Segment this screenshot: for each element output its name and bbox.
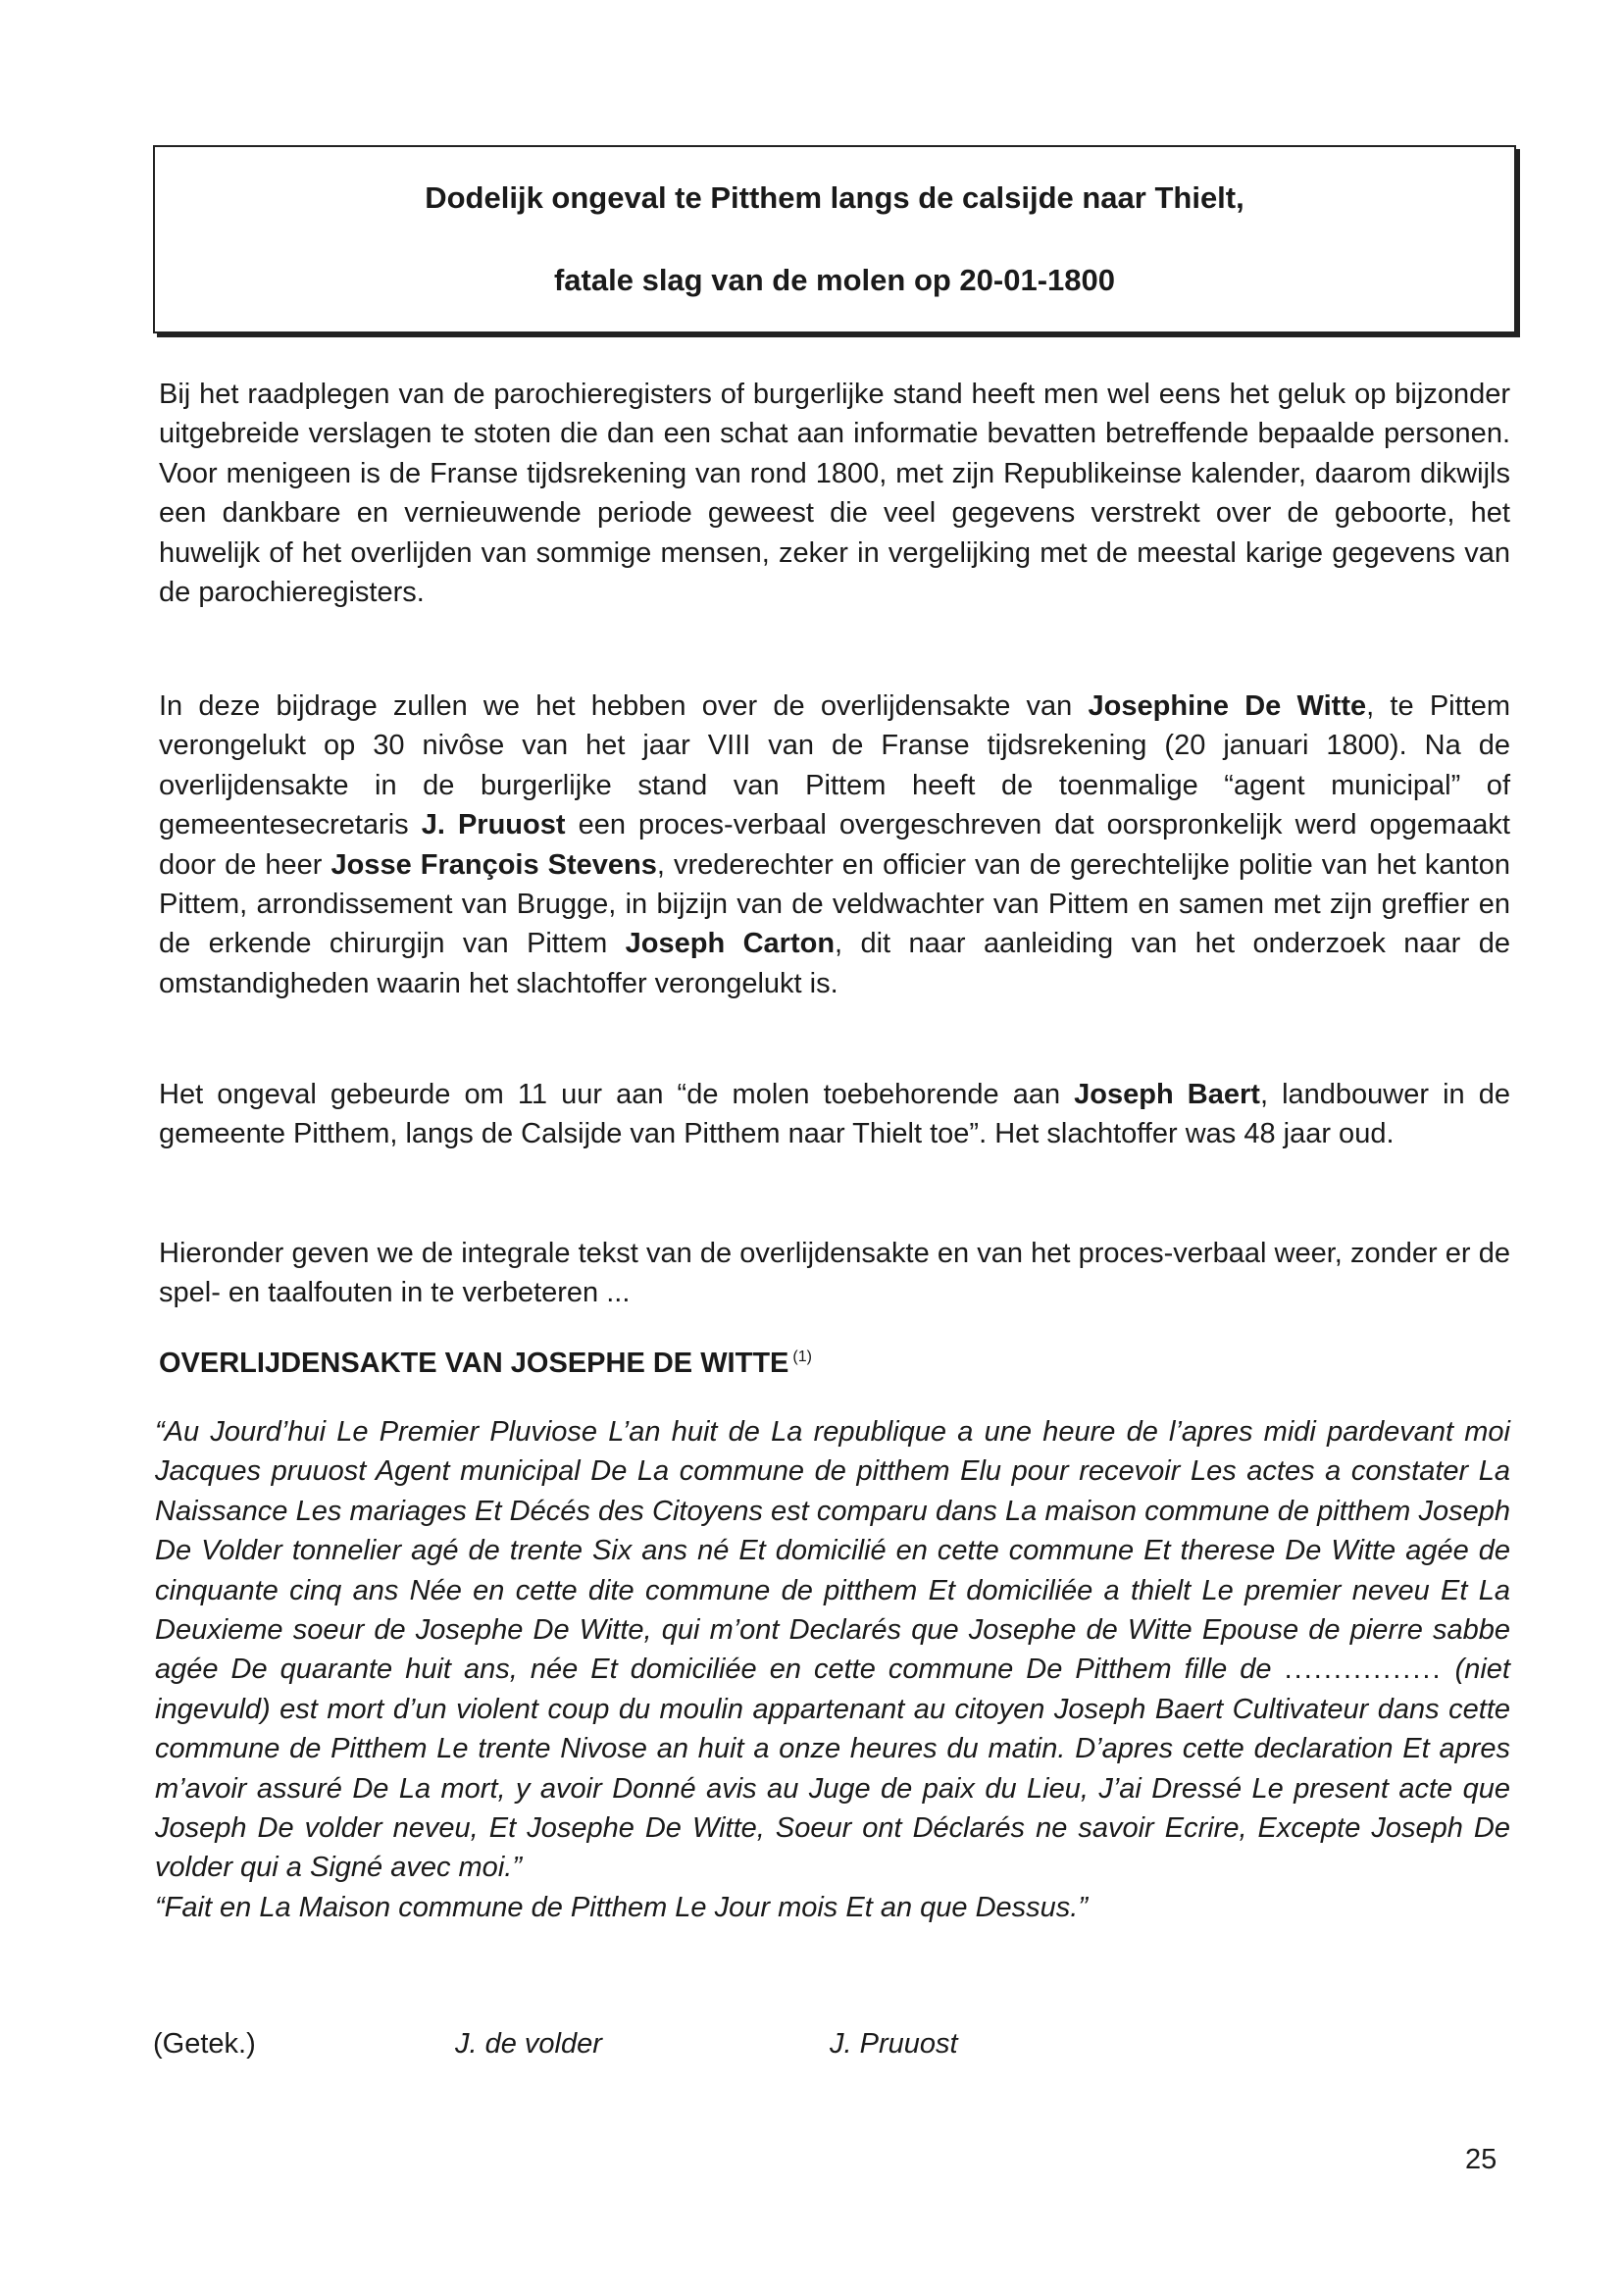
title-box [153,145,1516,333]
section-heading-text: OVERLIJDENSAKTE VAN JOSEPHE DE WITTE [159,1348,789,1379]
name-josephine-de-witte: Josephine De Witte [1088,690,1367,722]
death-certificate-quote [155,1412,1510,1927]
quote-text-1: “Au Jourd’hui Le Premier Pluviose L’an huit de La republique a une heure de l’apres midi pardevant moi Jacques pruuost Agent municipal De La commune de pitthem Elu pour recevoir Les actes a constater La Naissance Les mariages Et Décés des Citoyens est comparu dans La maison commune de pitthem Joseph De Volder tonnelier agé de trente Six ans né Et domicilié en cette commune Et therese De Witte agée de cinquante cinq ans Née en cette dite commune de pitthem Et domiciliée a thielt Le premier neveu Et La Deuxieme soeur de Josephe De Witte, qui m’ont Declarés que Josephe de Witte Epouse de pierre sabbe agée De quarante huit ans, née Et domiciliée en cette commune De Pitthem fille de [155,1416,1510,1686]
title-line-2: fatale slag van de molen op 20-01-1800 [553,263,1116,297]
paragraph-subject-text-2: , te Pittem verongelukt op 30 nivôse van het jaar VIII van de Franse tijdsrekening (20 januari 1800). Na de overlijdensakte in de burgerlijke stand van Pittem heeft de toenmalige “agent municipal” of gemeentesecretaris [159,690,1511,841]
paragraph-accident [159,1075,1510,1154]
name-joseph-baert: Joseph Baert [1074,1079,1260,1110]
paragraph-accident-text-2: , landbouwer in de gemeente Pitthem, langs de Calsijde van Pitthem naar Thielt toe”. Het slachtoffer was 48 jaar oud. [159,1079,1511,1150]
paragraph-transcript-note: Hieronder geven we de integrale tekst van de overlijdensakte en van het proces-verbaal weer, zonder er de spel- en taalfouten in te verbeteren ... [159,1238,1510,1309]
footnote-marker: (1) [792,1349,812,1366]
paragraph-accident-text-1: Het ongeval gebeurde om 11 uur aan “de molen toebehorende aan [159,1079,1075,1110]
signature-pruuost: J. Pruuost [830,2028,958,2060]
quote-body [155,1412,1510,1888]
quote-closing: “Fait en La Maison commune de Pitthem Le Jour mois Et an que Dessus.” [155,1891,1088,1923]
paragraph-subject-text-4: , vrederechter en officier van de gerechtelijke politie van het kanton Pittem, arrondissement van Brugge, in bijzijn van de veldwachter van Pittem en samen met zijn greffier en de erkende chirurgijn van Pittem [159,848,1510,960]
page-number: 25 [1465,2144,1497,2175]
signature-de-volder: J. de volder [455,2028,602,2060]
paragraph-subject-text-3: een proces-verbaal overgeschreven dat oorspronkelijk werd opgemaakt door de heer [159,809,1510,881]
paragraph-subject-text-5: , dit naar aanleiding van het onderzoek naar de omstandigheden waarin het slachtoffer verongelukt is. [159,928,1510,999]
name-joseph-carton: Joseph Carton [625,928,836,960]
title-line-1: Dodelijk ongeval te Pitthem langs de calsijde naar Thielt, [425,180,1244,215]
quote-blank-dots: ................ [1284,1654,1443,1686]
name-josse-francois-stevens: Josse François Stevens [330,848,657,881]
section-heading [159,1348,812,1380]
paragraph-subject-text-1: In deze bijdrage zullen we het hebben over de overlijdensakte van [159,690,1089,722]
quote-text-2: (niet ingevuld) est mort d’un violent coup du moulin appartenant au citoyen Joseph Baert Cultivateur dans cette commune de Pitthem Le trente Nivose an huit a onze heures du matin. D’apres cette declaration Et apres m’avoir assuré De La mort, y avoir Donné avis au Juge de paix du Lieu, J’ai Dressé Le present acte que Joseph De volder neveu, Et Josephe De Witte, Soeur ont Déclarés ne savoir Ecrire, Excepte Joseph De volder qui a Signé avec moi.” [155,1654,1510,1884]
name-j-pruuost: J. Pruuost [421,809,566,841]
signed-label: (Getek.) [153,2028,256,2060]
paragraph-intro: Bij het raadplegen van de parochieregisters of burgerlijke stand heeft men wel eens het geluk op bijzonder uitgebreide verslagen te stoten die dan een schat aan informatie bevatten betreffende bepaalde personen. Voor menigeen is de Franse tijdsrekening van rond 1800, met zijn Republikeinse kalender, daarom dikwijls een dankbare en vernieuwende periode geweest die veel gegevens verstrekt over de geboorte, het huwelijk of het overlijden van sommige mensen, zeker in vergelijking met de meestal karige gegevens van de parochieregisters. [159,379,1510,609]
paragraph-subject [159,687,1510,1003]
